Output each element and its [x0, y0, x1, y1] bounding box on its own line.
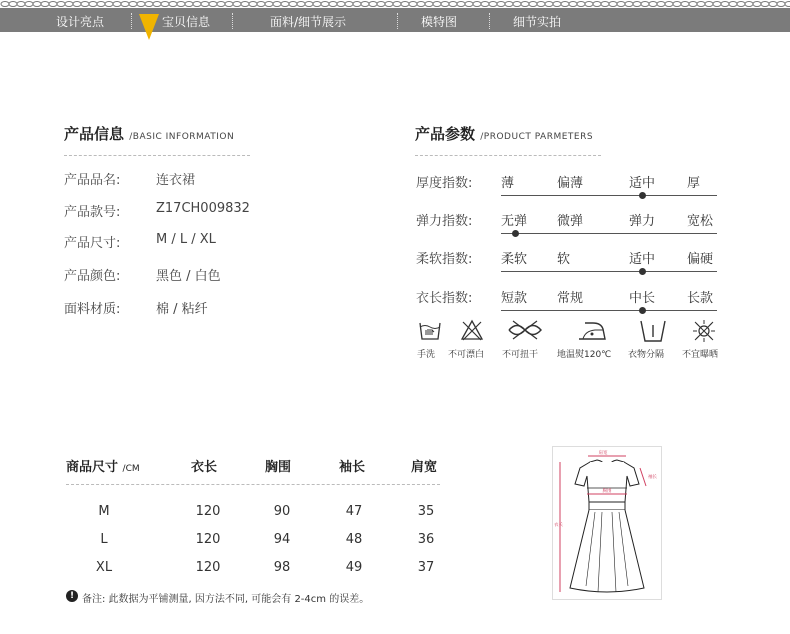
care-label-hand-wash: 手洗 [417, 350, 436, 360]
size-cell-value: 120 [195, 504, 221, 519]
param-scale-line [501, 310, 717, 311]
param-selected-dot [639, 192, 646, 199]
size-cell-size: L [100, 532, 108, 547]
param-option: 宽松 [687, 214, 714, 229]
diagram-label-chest: 胸围 [602, 489, 612, 494]
info-title-en: /BASIC INFORMATION [129, 132, 235, 142]
care-label-no-bleach: 不可漂白 [448, 350, 485, 360]
diagram-label-shoulder: 肩宽 [598, 451, 608, 456]
nav-item-model[interactable]: 模特图 [421, 15, 458, 29]
care-label-no-sun: 不宜曝晒 [682, 350, 719, 360]
size-cell-value: 36 [417, 532, 435, 547]
info-label-style-no: 产品款号: [64, 205, 121, 220]
top-nav-bar [0, 0, 790, 32]
size-cell-value: 49 [345, 560, 363, 575]
size-table-title [66, 456, 140, 475]
size-cell-size: M [98, 504, 110, 519]
param-option: 软 [557, 252, 571, 267]
param-option: 偏硬 [687, 252, 714, 267]
info-label-size: 产品尺寸: [64, 236, 121, 251]
size-header-sleeve: 袖长 [339, 460, 366, 475]
no-bleach-icon [460, 319, 484, 341]
info-value-name: 连衣裙 [156, 173, 196, 188]
param-label: 柔软指数: [416, 252, 473, 267]
size-cell-value: 37 [417, 560, 435, 575]
size-cell-value: 120 [195, 560, 221, 575]
param-option: 常规 [557, 291, 584, 306]
no-sun-icon [692, 319, 716, 343]
param-option: 厚 [687, 176, 701, 191]
care-label-separate: 衣物分隔 [628, 350, 665, 360]
no-wring-icon [505, 319, 545, 341]
care-label-no-wring: 不可扭干 [502, 350, 539, 360]
active-tab-marker [139, 14, 159, 40]
nav-item-detail-photos[interactable]: 细节实拍 [513, 15, 562, 29]
param-option: 适中 [629, 176, 656, 191]
size-header-length: 衣长 [191, 460, 218, 475]
params-title: 产品参数 [415, 125, 476, 143]
info-value-material: 棉 / 粘纤 [156, 302, 208, 317]
info-value-color: 黑色 / 白色 [156, 269, 221, 284]
size-cell-value: 47 [345, 504, 363, 519]
info-heading [64, 123, 234, 144]
size-header-chest: 胸围 [265, 460, 292, 475]
size-cell-value: 98 [273, 560, 291, 575]
diagram-label-sleeve: 袖长 [648, 475, 657, 480]
nav-item-design[interactable]: 设计亮点 [56, 15, 105, 29]
size-cell-value: 120 [195, 532, 221, 547]
size-table-divider [66, 484, 440, 485]
nav-item-fabric-detail[interactable]: 面料/细节展示 [270, 15, 347, 29]
params-divider [415, 155, 601, 156]
diagram-label-length: 衣长 [554, 523, 563, 528]
size-cell-value: 35 [417, 504, 435, 519]
decorative-border [0, 0, 790, 8]
size-cell-value: 48 [345, 532, 363, 547]
size-note: 备注: 此数据为平铺测量, 因方法不同, 可能会有 2-4cm 的误差。 [82, 594, 370, 605]
param-selected-dot [512, 230, 519, 237]
low-iron-icon [575, 319, 609, 341]
param-selected-dot [639, 307, 646, 314]
size-cell-size: XL [95, 560, 113, 575]
param-selected-dot [639, 268, 646, 275]
info-label-color: 产品颜色: [64, 269, 121, 284]
nav-separator [397, 13, 398, 29]
param-option: 薄 [501, 176, 515, 191]
param-option: 短款 [501, 291, 528, 306]
param-label: 衣长指数: [416, 291, 473, 306]
param-option: 弹力 [629, 214, 656, 229]
size-table-unit: /CM [122, 464, 140, 474]
info-title: 产品信息 [64, 125, 125, 143]
nav-separator [232, 13, 233, 29]
info-label-material: 面料材质: [64, 302, 121, 317]
param-label: 厚度指数: [416, 176, 473, 191]
info-label-name: 产品品名: [64, 173, 121, 188]
param-label: 弹力指数: [416, 214, 473, 229]
param-option: 柔软 [501, 252, 528, 267]
info-value-size: M / L / XL [156, 232, 216, 247]
size-cell-value: 90 [273, 504, 291, 519]
nav-separator [131, 13, 132, 29]
size-cell-value: 94 [273, 532, 291, 547]
info-divider [64, 155, 250, 156]
param-scale-line [501, 233, 717, 234]
warning-icon: ! [66, 590, 78, 602]
param-option: 适中 [629, 252, 656, 267]
care-label-low-iron: 地温熨120℃ [557, 350, 612, 360]
nav-separator [489, 13, 490, 29]
param-option: 微弹 [557, 214, 584, 229]
nav-item-product-info[interactable]: 宝贝信息 [162, 15, 211, 29]
hand-wash-icon [418, 319, 442, 341]
info-value-style-no: Z17CH009832 [156, 201, 250, 216]
size-table-title-text: 商品尺寸 [66, 460, 119, 475]
param-scale-line [501, 271, 717, 272]
param-scale-line [501, 195, 717, 196]
param-option: 长款 [687, 291, 714, 306]
params-title-en: /PRODUCT PARMETERS [480, 132, 594, 142]
size-header-shoulder: 肩宽 [411, 460, 438, 475]
param-option: 中长 [629, 291, 656, 306]
separate-wash-icon [638, 319, 668, 343]
param-option: 无弹 [501, 214, 528, 229]
dress-measurement-diagram [552, 446, 662, 600]
params-heading [415, 123, 593, 144]
param-option: 偏薄 [557, 176, 584, 191]
